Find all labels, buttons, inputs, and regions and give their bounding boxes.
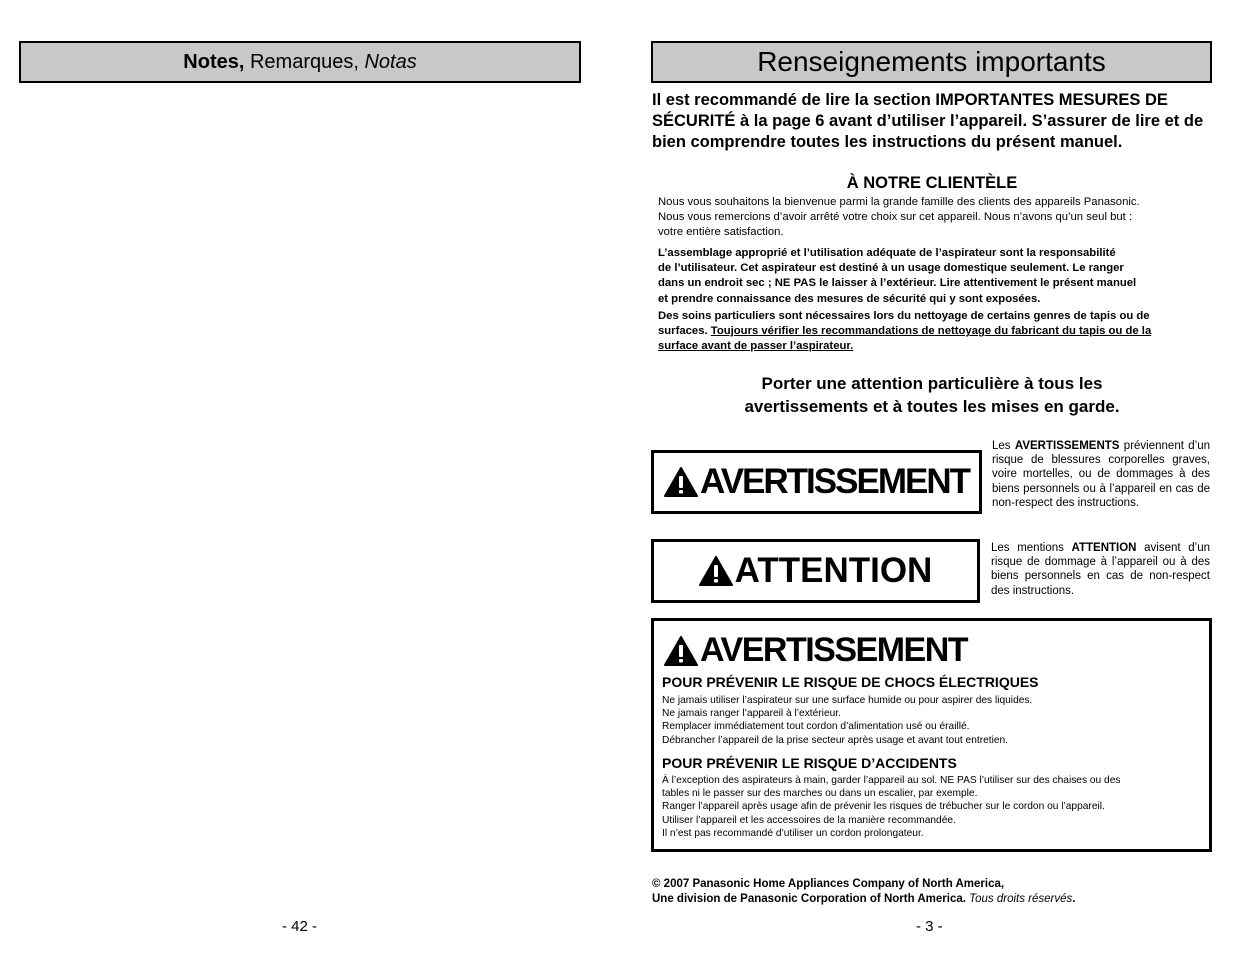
warning-panel-title — [664, 631, 967, 670]
notes-header-bold: Notes, — [183, 51, 245, 73]
caution-desc-post: avisent d’un risque de dommage à l’appareil ou à des biens personnels en cas de non-respect des instructions. — [991, 542, 1210, 597]
warning-panel — [651, 618, 1212, 852]
electric-shock-list — [662, 694, 1032, 747]
warning-description — [992, 439, 1210, 510]
caution-desc-bold: ATTENTION — [1071, 542, 1137, 554]
care-line-underlined: surface avant de passer l’aspirateur. — [658, 340, 854, 353]
warning-triangle-icon — [664, 636, 698, 666]
welcome-line: votre entière satisfaction. — [658, 226, 784, 239]
list-item: tables ni le passer sur des marches ou dans un escalier, par exemple. — [662, 788, 978, 800]
notes-header-regular: Remarques, — [244, 51, 365, 73]
renseignements-header: Renseignements importants — [651, 41, 1212, 83]
list-item: Remplacer immédiatement tout cordon d’alimentation usé ou éraillé. — [662, 721, 970, 733]
caution-label-text: ATTENTION — [734, 551, 933, 590]
notes-header — [19, 41, 581, 83]
copyright-line: © 2007 Panasonic Home Appliances Company of North America, — [652, 878, 1005, 890]
warning-desc-post: préviennent d’un risque de blessures corporelles graves, voire mortelles, ou de dommages à des biens personnels ou à l’appareil en cas de non-respect des instructions. — [992, 440, 1210, 509]
caution-desc-pre: Les mentions — [991, 542, 1072, 554]
list-item: Ranger l’appareil après usage afin de prévenir les risques de trébucher sur le cordon ou l’appareil. — [662, 801, 1105, 813]
list-item: À l’exception des aspirateurs à main, garder l’appareil au sol. NE PAS l’utiliser sur des chaises ou des — [662, 775, 1121, 786]
responsibility-line: de l’utilisateur. Cet aspirateur est destiné à un usage domestique seulement. Le ranger — [658, 262, 1124, 275]
care-line: Des soins particuliers sont nécessaires lors du nettoyage de certains genres de tapis ou de — [658, 310, 1150, 322]
copyright-line: Une division de Panasonic Corporation of North America. — [652, 893, 970, 905]
care-paragraph — [658, 309, 1212, 355]
accident-list — [662, 774, 1120, 840]
accident-section-title: POUR PRÉVENIR LE RISQUE D’ACCIDENTS — [662, 755, 957, 771]
copyright-end: . — [1072, 893, 1076, 905]
caution-label-box — [651, 539, 980, 603]
warning-triangle-icon — [664, 467, 698, 497]
warning-label-box — [651, 450, 982, 514]
responsibility-paragraph — [658, 246, 1212, 307]
responsibility-line: dans un endroit sec ; NE PAS le laisser à l’extérieur. Lire attentivement le présent manuel — [658, 277, 1137, 290]
attention-note-line: avertissements et à toutes les mises en garde. — [744, 397, 1120, 416]
caution-description — [991, 541, 1210, 598]
list-item: Ne jamais ranger l’appareil à l’extérieur. — [662, 708, 841, 720]
warning-desc-pre: Les — [992, 440, 1015, 452]
care-line-underlined: Toujours vérifier les recommandations de nettoyage du fabricant du tapis ou de la — [710, 325, 1152, 338]
copyright-rights: Tous droits réservés — [969, 893, 1073, 905]
warning-desc-bold: AVERTISSEMENTS — [1014, 440, 1120, 452]
responsibility-line: et prendre connaissance des mesures de sécurité qui y sont exposées. — [658, 292, 1041, 305]
client-section-title: À NOTRE CLIENTÈLE — [846, 174, 1018, 192]
welcome-line: Nous vous souhaitons la bienvenue parmi la grande famille des clients des appareils Panasonic. — [658, 196, 1140, 208]
page-number-right: - 3 - — [916, 918, 943, 935]
attention-note-line: Porter une attention particulière à tous les — [761, 374, 1103, 393]
responsibility-line: L’assemblage approprié et l’utilisation adéquate de l’aspirateur sont la responsabilité — [658, 247, 1116, 259]
warning-panel-title-text: AVERTISSEMENT — [700, 631, 968, 669]
warning-triangle-icon — [699, 556, 733, 586]
copyright-notice — [652, 877, 1212, 907]
list-item: Débrancher l’appareil de la prise secteur après usage et avant tout entretien. — [662, 734, 1009, 746]
list-item: Utiliser l’appareil et les accessoires de la manière recommandée. — [662, 814, 956, 826]
list-item: Il n’est pas recommandé d’utiliser un cordon prolongateur. — [662, 827, 924, 839]
attention-note — [652, 372, 1212, 418]
page-number-left: - 42 - — [282, 918, 318, 935]
welcome-paragraph — [658, 195, 1212, 241]
care-line-plain: surfaces. — [658, 325, 711, 338]
electric-shock-section-title: POUR PRÉVENIR LE RISQUE DE CHOCS ÉLECTRIQUES — [662, 674, 1039, 690]
list-item: Ne jamais utiliser l’aspirateur sur une surface humide ou pour aspirer des liquides. — [662, 695, 1033, 706]
notes-header-italic: Notas — [364, 51, 417, 73]
warning-label-text: AVERTISSEMENT — [700, 462, 969, 501]
welcome-line: Nous vous remercions d’avoir arrêté votre choix sur cet appareil. Nous n’avons qu’un seul but : — [658, 211, 1133, 224]
intro-text: Il est recommandé de lire la section IMPORTANTES MESURES DE SÉCURITÉ à la page 6 avant d’utiliser l’appareil. S’assurer de lire et de bien comprendre toutes les instructions du présent manuel. — [652, 91, 1204, 151]
